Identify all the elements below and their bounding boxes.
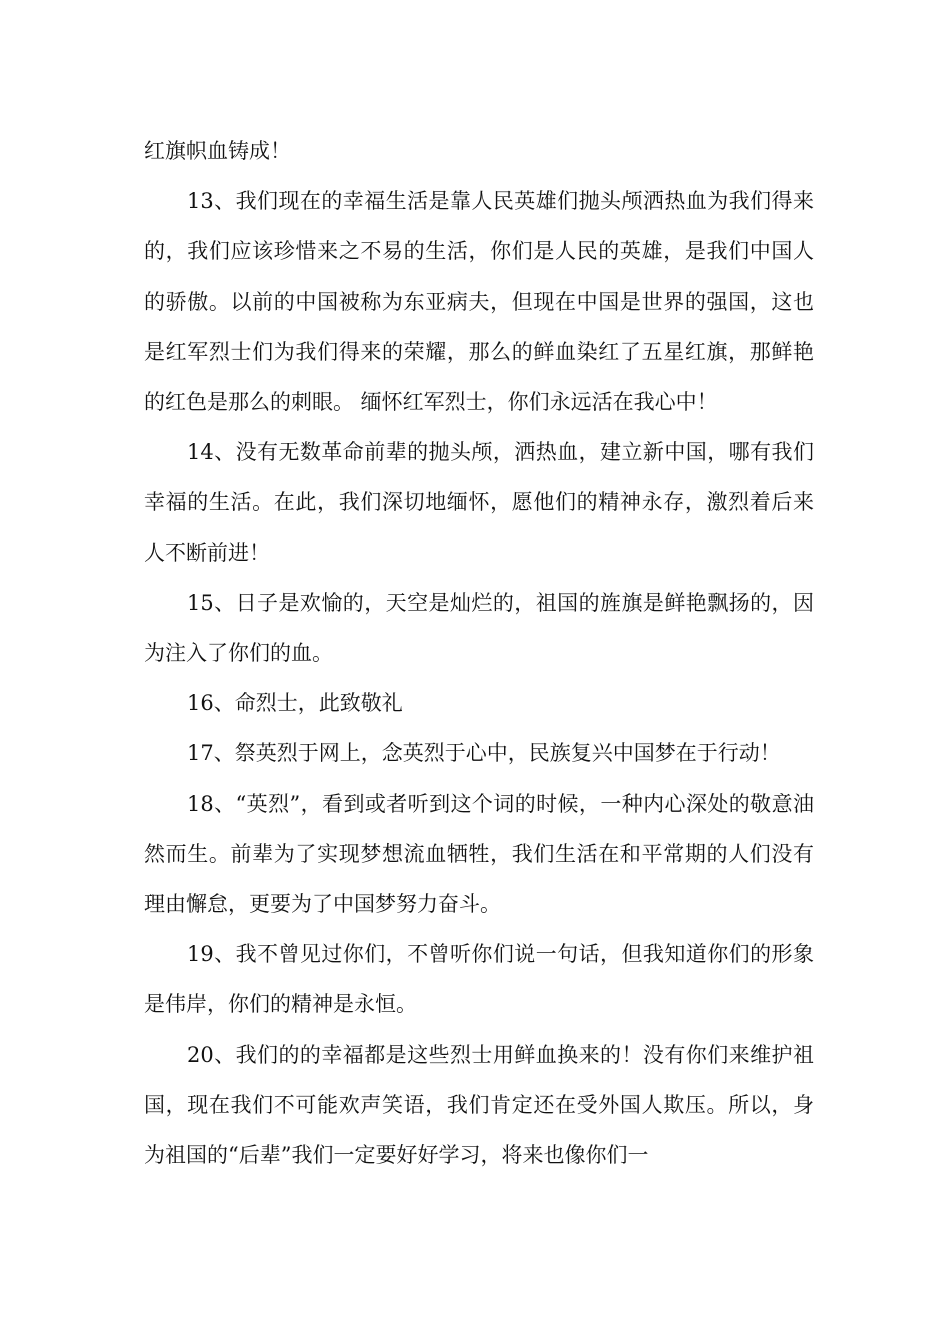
paragraph-20: 20、我们的的幸福都是这些烈士用鲜血换来的！没有你们来维护祖国，现在我们不可能欢声笑语，我们肯定还在受外国人欺压。所以，身为祖国的“后辈”我们一定要好好学习，将来也像你们一 — [144, 1042, 814, 1168]
paragraph-15: 15、日子是欢愉的，天空是灿烂的，祖国的旌旗是鲜艳飘扬的，因为注入了你们的血。 — [144, 590, 814, 666]
paragraph-14: 14、没有无数革命前辈的抛头颅，洒热血，建立新中国，哪有我们幸福的生活。在此，我们深切地缅怀，愿他们的精神永存，激烈着后来人不断前进！ — [144, 440, 814, 565]
document-page — [144, 126, 814, 1180]
paragraph-18: 18、“英烈”，看到或者听到这个词的时候，一种内心深处的敬意油然而生。前辈为了实现梦想流血牺牲，我们生活在和平常期的人们没有理由懈怠，更要为了中国梦努力奋斗。 — [144, 791, 814, 917]
paragraph-continuation: 红旗帜血铸成！ — [144, 139, 291, 163]
paragraph-19: 19、我不曾见过你们，不曾听你们说一句话，但我知道你们的形象是伟岸，你们的精神是永恒。 — [144, 942, 814, 1017]
paragraph-16: 16、命烈士，此致敬礼 — [187, 691, 403, 716]
paragraph-17: 17、祭英烈于网上，念英烈于心中，民族复兴中国梦在于行动！ — [187, 741, 781, 766]
paragraph-13: 13、我们现在的幸福生活是靠人民英雄们抛头颅洒热血为我们得来的，我们应该珍惜来之不易的生活，你们是人民的英雄，是我们中国人的骄傲。以前的中国被称为东亚病夫，但现在中国是世界的强国，这也是红军烈士们为我们得来的荣耀，那么的鲜血染红了五星红旗，那鲜艳的红色是那么的刺眼。 缅怀红军烈士，你们永远活在我心中！ — [144, 189, 814, 415]
